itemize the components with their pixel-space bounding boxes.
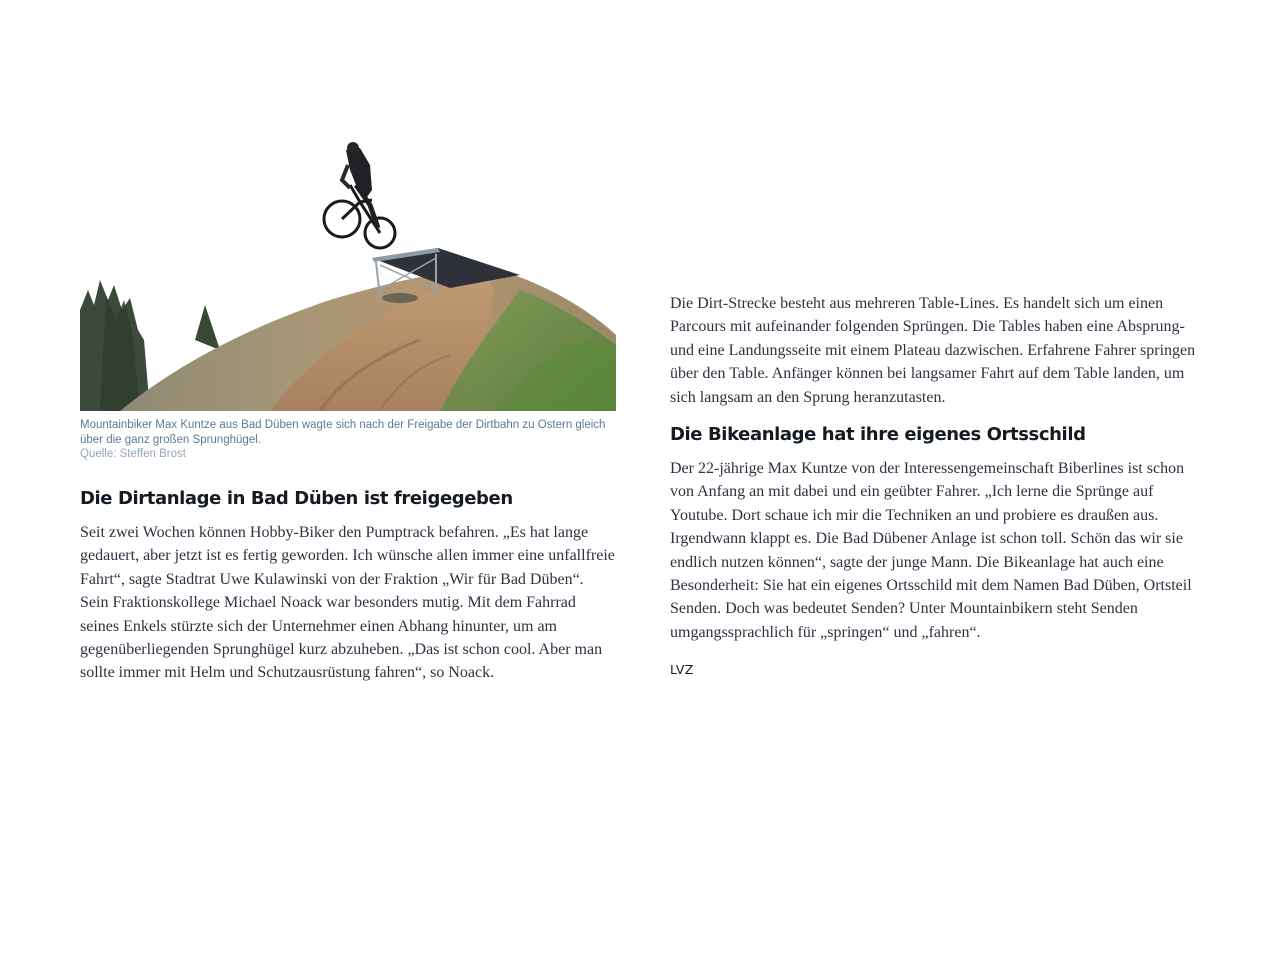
photo-source: Quelle: Steffen Brost (80, 448, 186, 460)
paragraph-max-kuntze: Der 22-jährige Max Kuntze von der Interessengemeinschaft Biberlines ist schon von Anfang an mit dabei und ein geübter Fahrer. „Ich lerne die Sprünge auf Youtube. Dort schaue ich mir die Techniken an und probiere es draußen aus. Irgendwann klappt es. Die Bad Dübener Anlage ist schon toll. Schön das wir sie endlich nutzen können“, sagte der junge Mann. Die Bikeanlage hat auch eine Besonderheit: Sie hat ein eigenes Ortsschild mit dem Namen Bad Düben, Ortsteil Senden. Doch was bedeutet Senden? Unter Mountainbikern steht Senden umgangssprachlich für „springen“ und „fahren“. (670, 460, 1192, 641)
rider-on-bike (324, 142, 395, 248)
paragraph-dirt-strecke: Die Dirt-Strecke besteht aus mehreren Table-Lines. Es handelt sich um einen Parcours mit aufeinander folgenden Sprüngen. Die Tables haben eine Absprung- und eine Landungsseite mit einem Plateau dazwischen. Erfahrene Fahrer springen über den Table. Anfänger können bei langsamer Fahrt auf dem Table landen, um sich langsam an den Sprung heranzutasten. (670, 295, 1196, 406)
agency-label: LVZ (670, 662, 694, 678)
section-heading-dirtanlage: Die Dirtanlage in Bad Düben ist freigegeben (80, 488, 513, 509)
section-heading-ortsschild: Die Bikeanlage hat ihre eigenes Ortsschild (670, 424, 1086, 446)
dirt-jump-photo (80, 140, 616, 411)
article-photo[interactable] (80, 140, 616, 411)
photo-caption: Mountainbiker Max Kuntze aus Bad Düben wagte sich nach der Freigabe der Dirtbahn zu Ostern gleich über die ganz großen Sprunghügel. (80, 419, 606, 446)
paragraph-dirtanlage: Seit zwei Wochen können Hobby-Biker den Pumptrack befahren. „Es hat lange gedauert, aber jetzt ist es fertig geworden. Ich wünsche allen immer eine unfallfreie Fahrt“, sagte Stadtrat Uwe Kulawinski von der Fraktion „Wir für Bad Düben“. Sein Fraktionskollege Michael Noack war besonders mutig. Mit dem Fahrrad seines Enkels stürzte sich der Unternehmer einen Abhang hinunter, um am gegenüberliegenden Sprunghügel kurz abzuheben. „Das ist schon cool. Aber man sollte immer mit Helm und Schutzausrüstung fahren“, so Noack. (80, 524, 615, 682)
left-column (80, 140, 616, 685)
right-column (670, 292, 1206, 677)
